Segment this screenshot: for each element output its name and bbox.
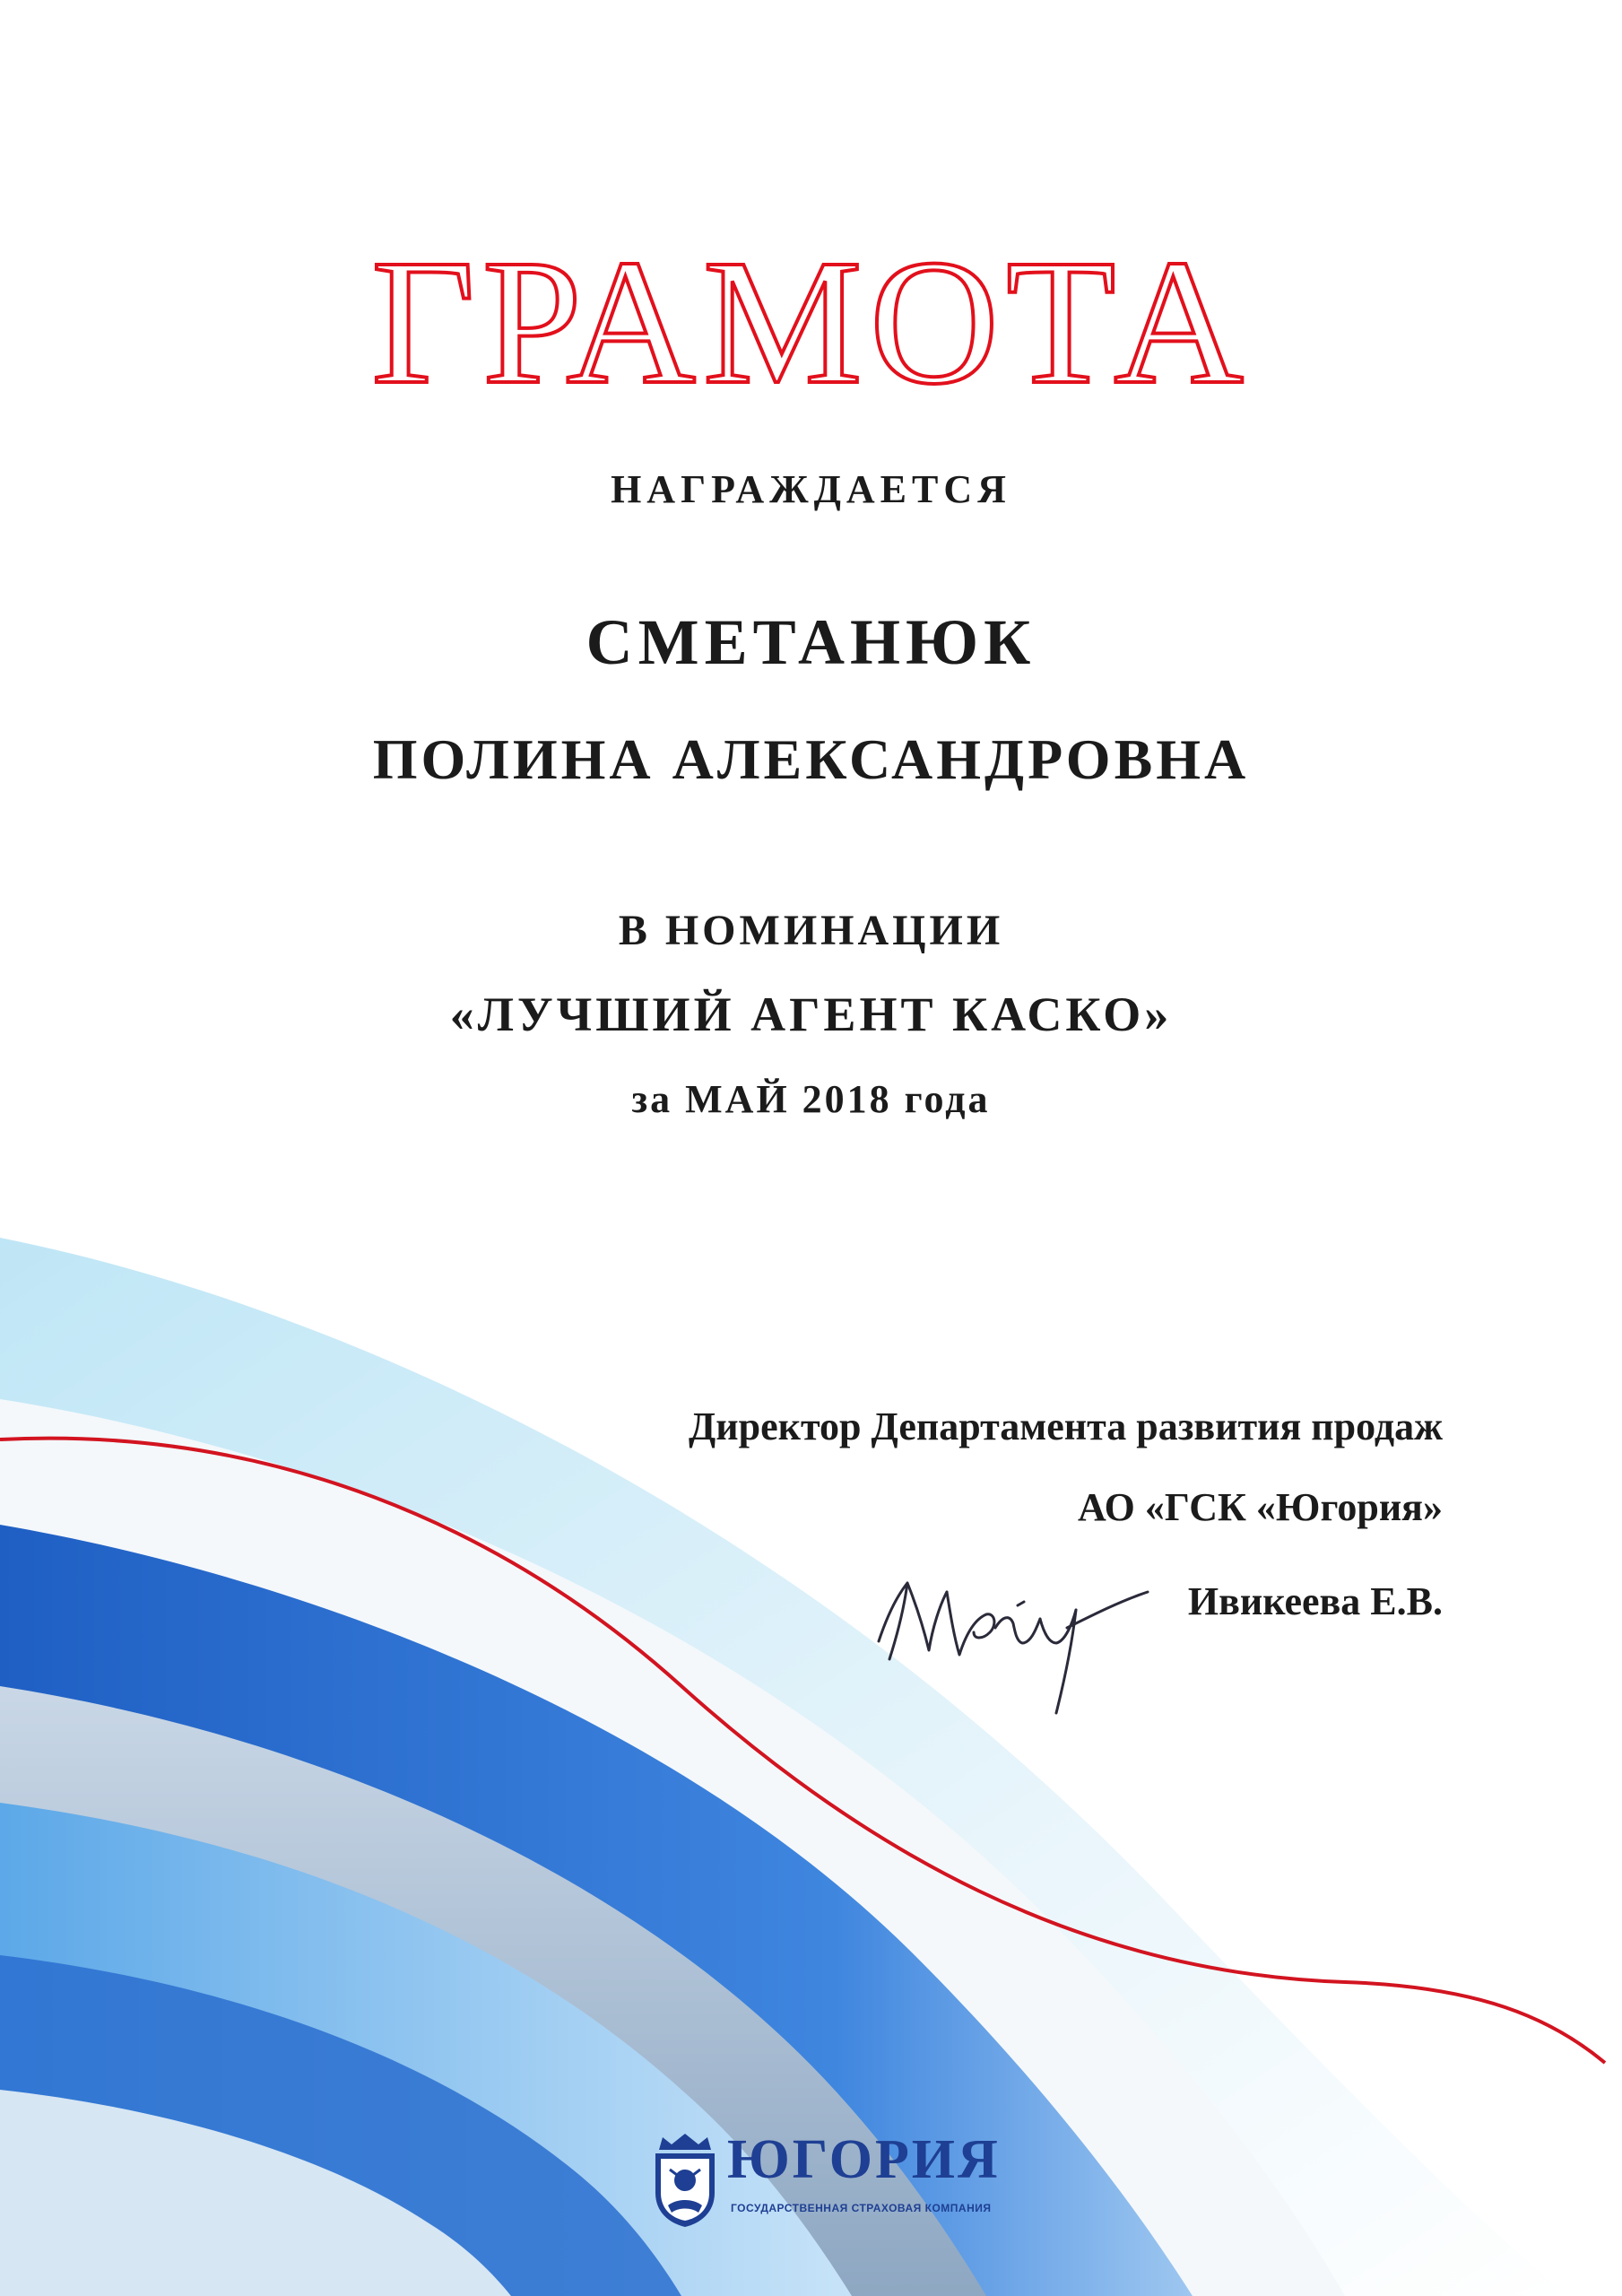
signatory-position: Директор Департамента развития продаж [689,1405,1443,1448]
nomination-label: В НОМИНАЦИИ [618,907,1004,954]
logo-wordmark: ЮГОРИЯ [727,2129,1001,2190]
certificate-title: ГРАМОТА [371,223,1251,422]
handwritten-signature [861,1543,1166,1722]
logo-subtitle: ГОСУДАРСТВЕННАЯ СТРАХОВАЯ КОМПАНИЯ [731,2202,992,2214]
signatory-name: Ивикеева Е.В. [1187,1579,1443,1623]
company-logo [650,2129,1001,2238]
nomination-title: «ЛУЧШИЙ АГЕНТ КАСКО» [449,987,1173,1041]
emblem-icon [650,2130,720,2229]
award-period: за МАЙ 2018 года [631,1077,991,1121]
recipient-surname: СМЕТАНЮК [585,606,1037,678]
awarded-label: НАГРАЖДАЕТСЯ [611,467,1011,511]
signatory-organization: АО «ГСК «Югория» [1078,1485,1443,1529]
recipient-given-names: ПОЛИНА АЛЕКСАНДРОВНА [372,727,1250,791]
